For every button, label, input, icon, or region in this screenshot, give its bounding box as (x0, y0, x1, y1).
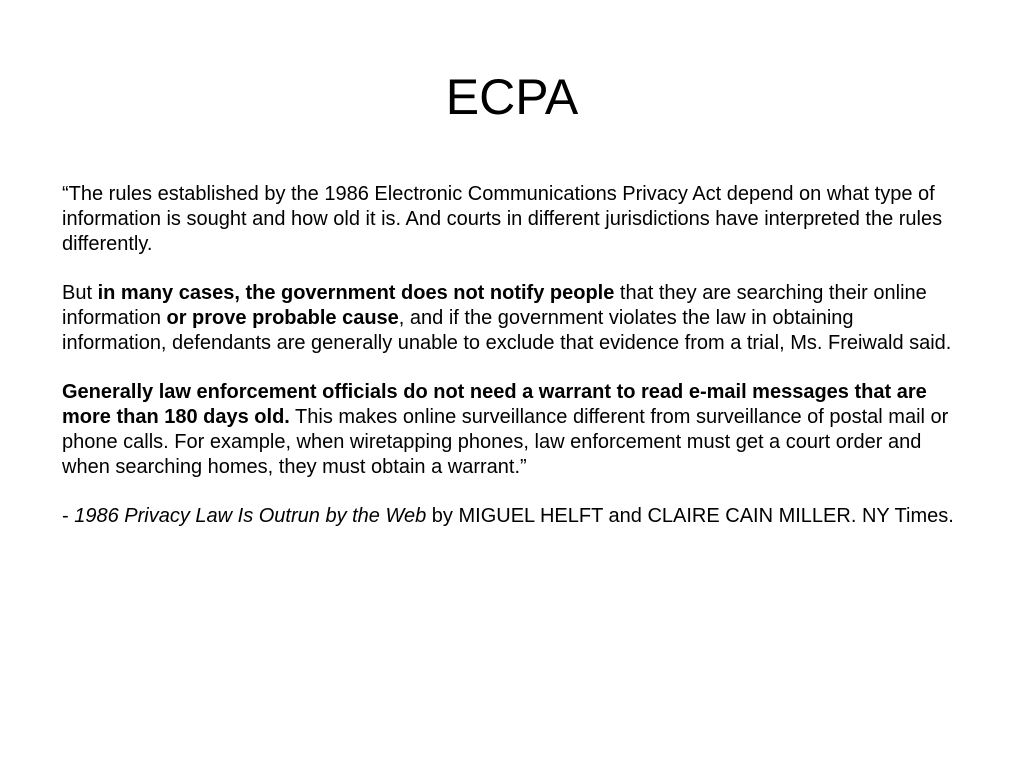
text-run: - (62, 505, 75, 527)
text-run: This makes online surveillance different from surveillance of postal mail or phone calls. For example, when wiretapping phones, law enforcement must get a court order and when searching homes, they must obtain a warrant.” (62, 406, 949, 478)
bold-text-run: in many cases, the government does not notify people (97, 282, 615, 304)
paragraph-notification (62, 281, 962, 356)
bold-text-run: Generally law enforcement officials do not need a warrant to read e-mail messages that are more than 180 days old. (62, 381, 927, 428)
article-title: 1986 Privacy Law Is Outrun by the Web (74, 505, 427, 527)
text-run: “The rules established by the 1986 Electronic Communications Privacy Act depend on what type of information is sought and how old it is. And courts in different jurisdictions have interpreted the rules differently. (62, 183, 943, 255)
paragraph-citation (62, 504, 962, 529)
slide-title: ECPA (445, 69, 579, 125)
text-run: But (62, 282, 98, 304)
paragraph-quote-intro (62, 182, 962, 257)
bold-text-run: or prove probable cause (166, 307, 399, 329)
slide-body (62, 182, 962, 553)
text-run: by MIGUEL HELFT and CLAIRE CAIN MILLER. NY Times. (426, 505, 954, 527)
text-run: that they are searching their online information (62, 282, 927, 329)
paragraph-warrant (62, 380, 962, 480)
text-run: , and if the government violates the law in obtaining information, defendants are generally unable to exclude that evidence from a trial, Ms. Freiwald said. (62, 307, 952, 354)
